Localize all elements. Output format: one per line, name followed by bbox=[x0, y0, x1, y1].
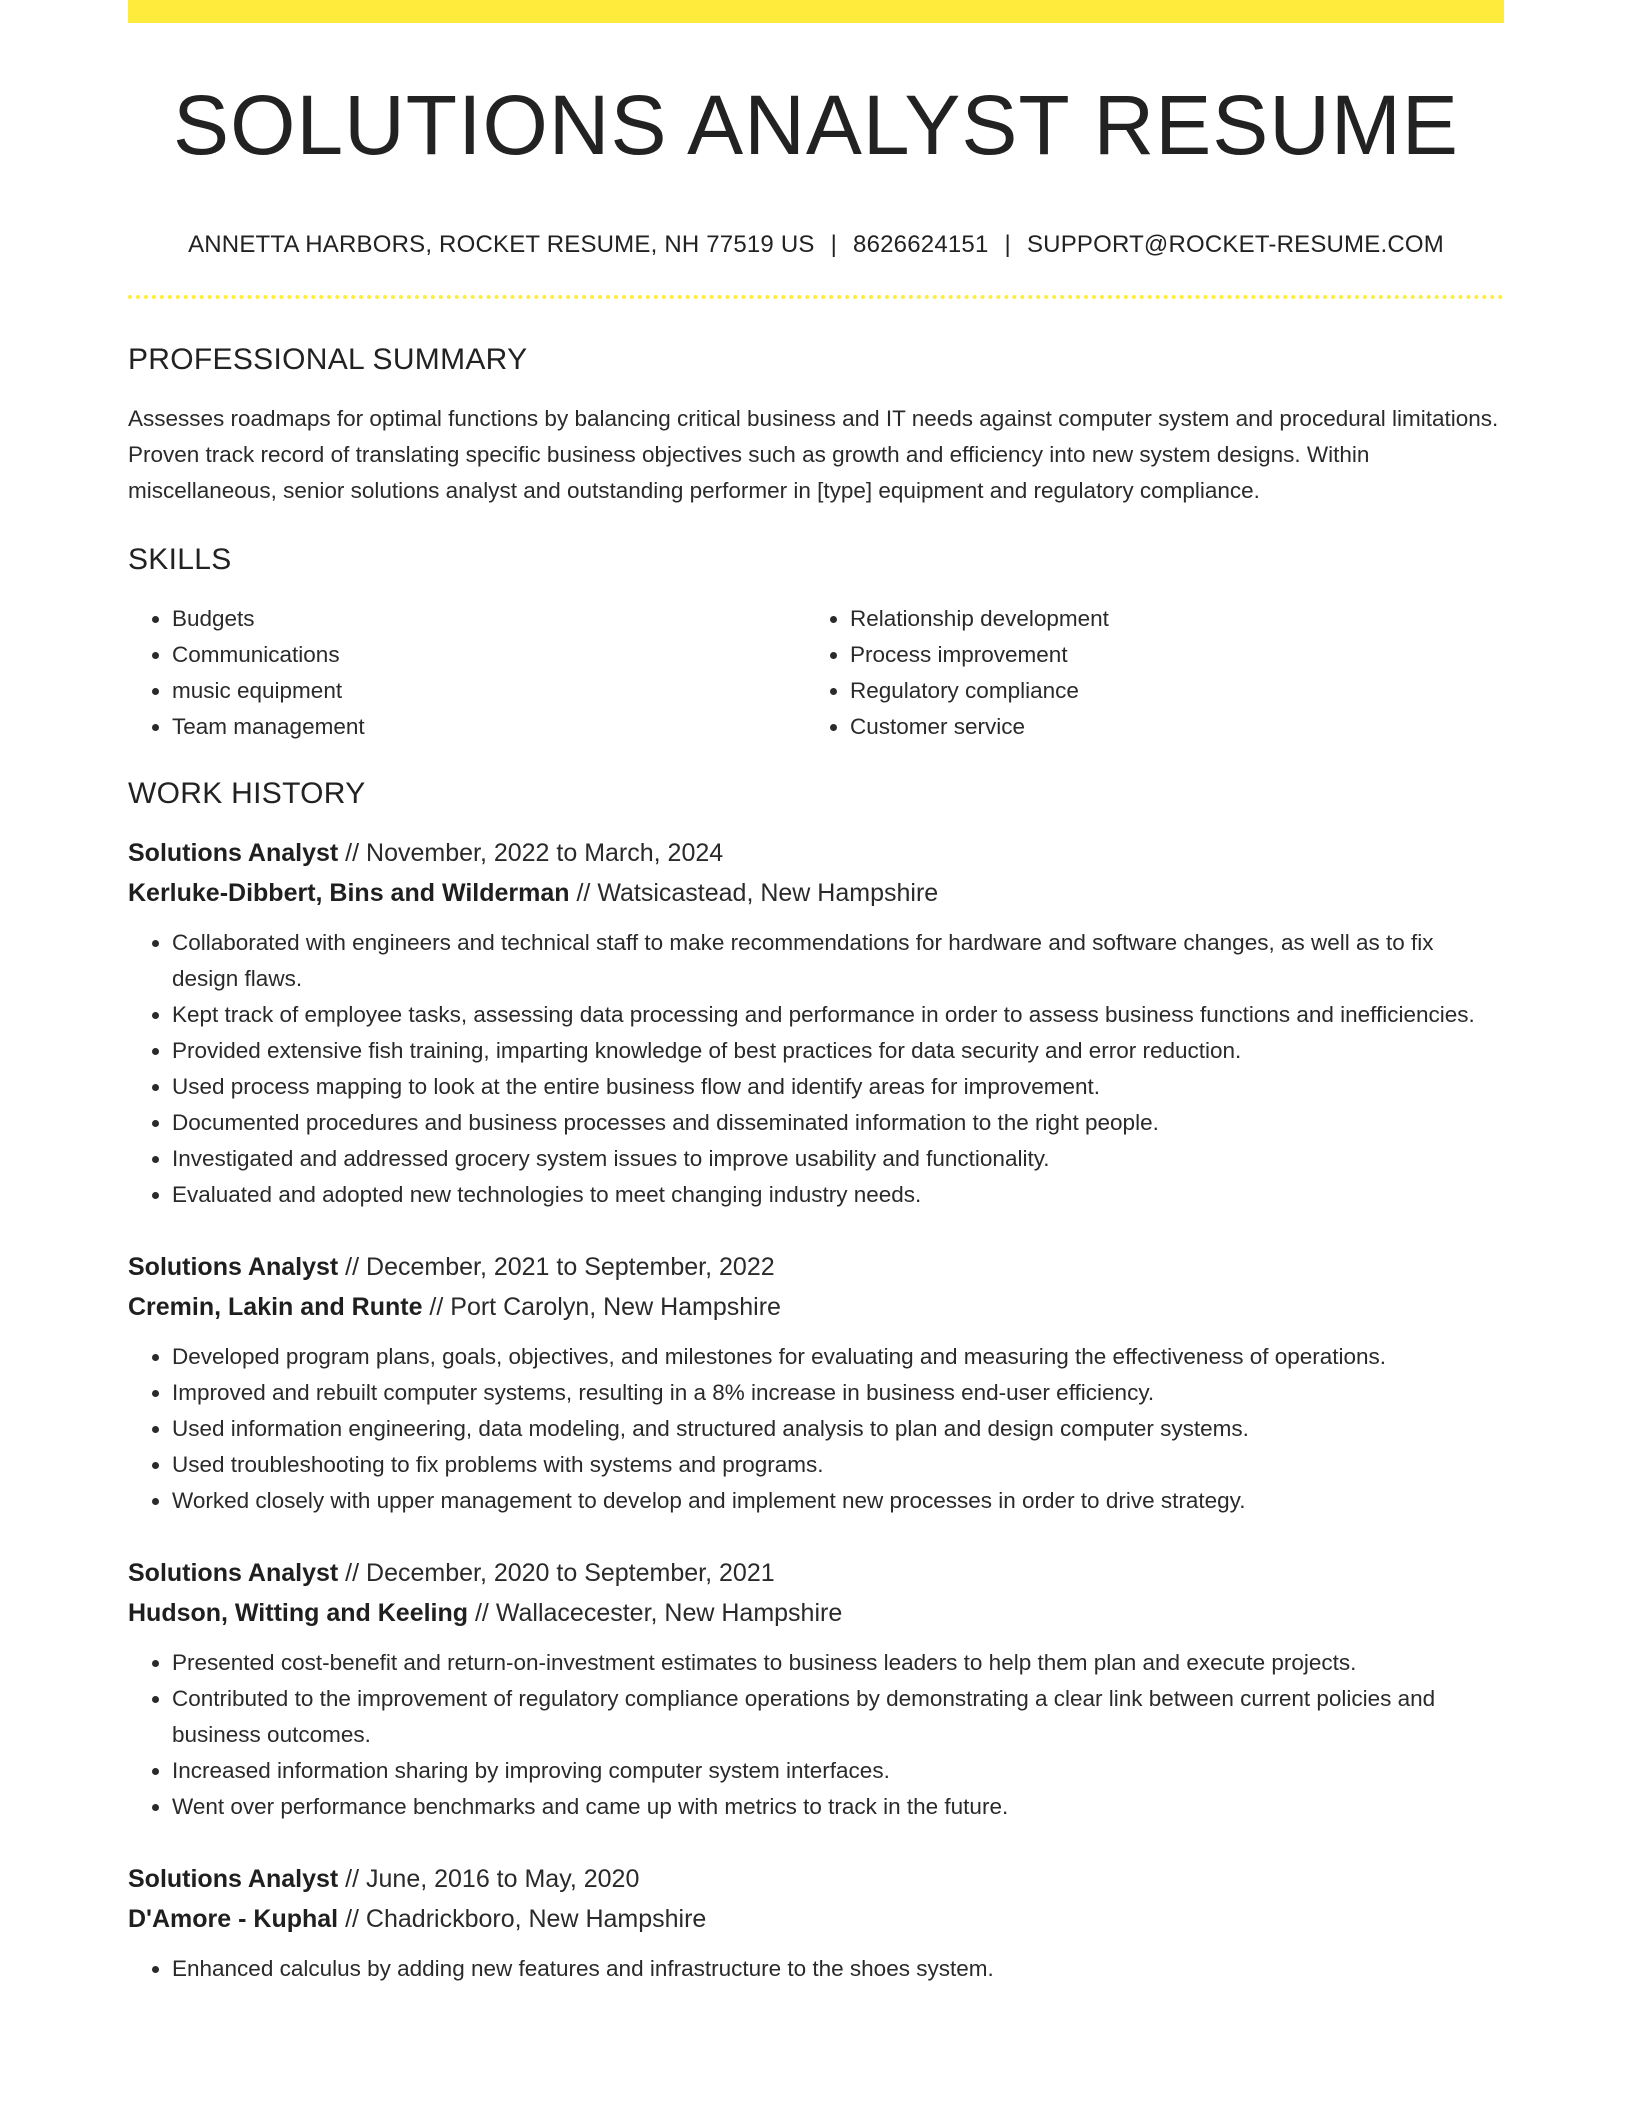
job-dates: June, 2016 to May, 2020 bbox=[366, 1865, 640, 1894]
job-bullets bbox=[128, 925, 1504, 1213]
contact-line bbox=[128, 231, 1504, 259]
job-title-line bbox=[128, 1553, 1504, 1593]
top-accent-bar bbox=[128, 0, 1504, 23]
job-company: Kerluke-Dibbert, Bins and Wilderman bbox=[128, 879, 570, 908]
skill-item: • Team management bbox=[172, 709, 806, 745]
job-separator: // bbox=[338, 1865, 367, 1894]
job-bullet: • Documented procedures and business processes and disseminated information to the right people. bbox=[172, 1105, 1504, 1141]
job-separator: // bbox=[569, 879, 598, 908]
work-history-heading: WORK HISTORY bbox=[128, 777, 366, 811]
job-bullet: • Evaluated and adopted new technologies to meet changing industry needs. bbox=[172, 1177, 1504, 1213]
summary-text: Assesses roadmaps for optimal functions by balancing critical business and IT needs against computer system and procedural limitations. Proven track record of translating specific business objectives such as growth and efficiency into new system designs. Within miscellaneous, senior solutions analyst and outstanding performer in [type] equipment and regulatory compliance. bbox=[128, 406, 1499, 504]
job-title: Solutions Analyst bbox=[128, 1559, 339, 1588]
job-company: Hudson, Witting and Keeling bbox=[128, 1599, 469, 1628]
job-title: Solutions Analyst bbox=[128, 1865, 339, 1894]
job-separator: // bbox=[338, 1559, 367, 1588]
skills-column-left bbox=[128, 601, 806, 745]
job-bullet: • Developed program plans, goals, objectives, and milestones for evaluating and measuring the effectiveness of operations. bbox=[172, 1339, 1504, 1375]
job-bullet: • Used process mapping to look at the entire business flow and identify areas for improvement. bbox=[172, 1069, 1504, 1105]
job-location: Port Carolyn, New Hampshire bbox=[450, 1293, 781, 1322]
job-title-line bbox=[128, 833, 1504, 873]
job-bullet: • Provided extensive fish training, imparting knowledge of best practices for data security and error reduction. bbox=[172, 1033, 1504, 1069]
page-title: SOLUTIONS ANALYST RESUME bbox=[173, 78, 1459, 172]
skill-item: • Budgets bbox=[172, 601, 806, 637]
skills-column-right bbox=[806, 601, 1484, 745]
job-dates: December, 2021 to September, 2022 bbox=[366, 1253, 775, 1282]
job-entry bbox=[128, 1247, 1504, 1519]
job-title-line bbox=[128, 1859, 1504, 1899]
job-company-line bbox=[128, 1287, 1504, 1327]
job-bullet: • Worked closely with upper management to develop and implement new processes in order to drive strategy. bbox=[172, 1483, 1504, 1519]
job-bullets bbox=[128, 1339, 1504, 1519]
job-location: Wallacecester, New Hampshire bbox=[495, 1599, 843, 1628]
resume-page bbox=[128, 0, 1504, 1987]
job-bullet: • Contributed to the improvement of regulatory compliance operations by demonstrating a clear link between current policies and business outcomes. bbox=[172, 1681, 1504, 1753]
contact-address: ANNETTA HARBORS, ROCKET RESUME, NH 77519 US bbox=[188, 231, 815, 259]
job-bullet: • Investigated and addressed grocery system issues to improve usability and functionality. bbox=[172, 1141, 1504, 1177]
skill-item: • music equipment bbox=[172, 673, 806, 709]
job-bullet: • Went over performance benchmarks and came up with metrics to track in the future. bbox=[172, 1789, 1504, 1825]
job-title: Solutions Analyst bbox=[128, 839, 339, 868]
job-bullet: • Improved and rebuilt computer systems, resulting in a 8% increase in business end-user efficiency. bbox=[172, 1375, 1504, 1411]
job-location: Chadrickboro, New Hampshire bbox=[365, 1905, 707, 1934]
job-entry bbox=[128, 1553, 1504, 1825]
job-separator: // bbox=[468, 1599, 496, 1628]
job-bullet: • Used troubleshooting to fix problems with systems and programs. bbox=[172, 1447, 1504, 1483]
skill-item: • Relationship development bbox=[850, 601, 1484, 637]
skills-list bbox=[128, 601, 1504, 745]
contact-separator: | bbox=[830, 231, 838, 259]
job-separator: // bbox=[338, 1905, 366, 1934]
summary-heading: PROFESSIONAL SUMMARY bbox=[128, 343, 528, 377]
job-dates: December, 2020 to September, 2021 bbox=[366, 1559, 775, 1588]
skill-item: • Regulatory compliance bbox=[850, 673, 1484, 709]
job-bullet: • Presented cost-benefit and return-on-investment estimates to business leaders to help them plan and execute projects. bbox=[172, 1645, 1504, 1681]
skill-item: • Process improvement bbox=[850, 637, 1484, 673]
job-company-line bbox=[128, 1899, 1504, 1939]
job-bullets bbox=[128, 1645, 1504, 1825]
job-title-line bbox=[128, 1247, 1504, 1287]
contact-email: SUPPORT@ROCKET-RESUME.COM bbox=[1026, 231, 1444, 259]
skill-item: • Communications bbox=[172, 637, 806, 673]
job-bullet: • Collaborated with engineers and technical staff to make recommendations for hardware and software changes, as well as to fix design flaws. bbox=[172, 925, 1504, 997]
job-bullets bbox=[128, 1951, 1504, 1987]
skill-item: • Customer service bbox=[850, 709, 1484, 745]
dotted-divider bbox=[128, 295, 1504, 299]
job-separator: // bbox=[338, 839, 367, 868]
job-entry bbox=[128, 1859, 1504, 1987]
job-company: D'Amore - Kuphal bbox=[128, 1905, 339, 1934]
job-company-line bbox=[128, 1593, 1504, 1633]
job-title: Solutions Analyst bbox=[128, 1253, 339, 1282]
job-location: Watsicastead, New Hampshire bbox=[597, 879, 939, 908]
job-separator: // bbox=[338, 1253, 367, 1282]
job-bullet: • Enhanced calculus by adding new features and infrastructure to the shoes system. bbox=[172, 1951, 1504, 1987]
job-bullet: • Kept track of employee tasks, assessing data processing and performance in order to assess business functions and inefficiencies. bbox=[172, 997, 1504, 1033]
contact-phone: 8626624151 bbox=[853, 231, 989, 259]
job-separator: // bbox=[422, 1293, 451, 1322]
contact-separator: | bbox=[1004, 231, 1011, 259]
job-company: Cremin, Lakin and Runte bbox=[128, 1293, 423, 1322]
job-dates: November, 2022 to March, 2024 bbox=[366, 839, 724, 868]
job-entry bbox=[128, 833, 1504, 1213]
skills-heading: SKILLS bbox=[128, 543, 232, 577]
job-bullet: • Used information engineering, data modeling, and structured analysis to plan and design computer systems. bbox=[172, 1411, 1504, 1447]
job-company-line bbox=[128, 873, 1504, 913]
job-bullet: • Increased information sharing by improving computer system interfaces. bbox=[172, 1753, 1504, 1789]
